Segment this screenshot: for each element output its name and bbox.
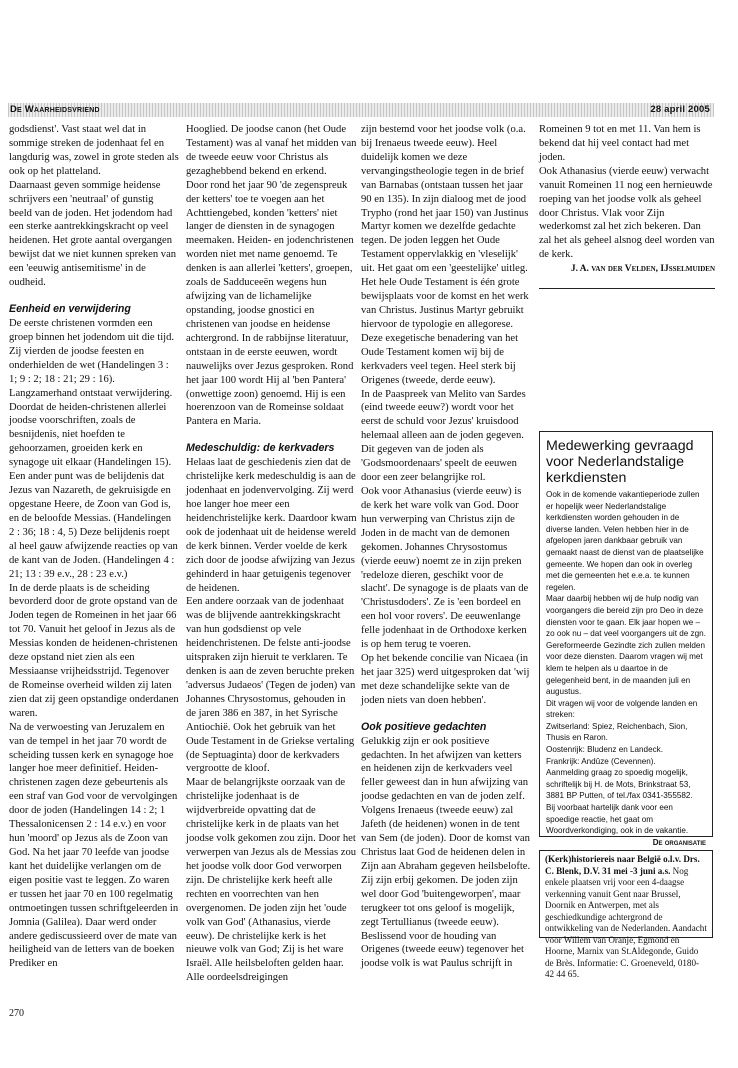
- paragraph: Op het bekende concilie van Nicaea (in het jaar 325) werd uitgesproken dat 'wij met deze schandelijke sekte van de joden niets van doen hebben'.: [361, 653, 530, 706]
- paragraph: Romeinen 9 tot en met 11. Van hem is bekend dat hij veel contact had met joden.: [539, 124, 701, 163]
- paragraph: Een ander punt was de belijdenis dat Jezus van Nazareth, de gekruisigde en opgestane Heere, de Zoon van God is, en de beloofde Messias. (Handelingen 2 : 36; 18 : 4, 5) Deze belijdenis roept al heel gauw afwijzende reacties op van de kant van de Joden. (Handelingen 4 : 21; 13 : 39 e.v., 28 : 23 e.v.): [9, 471, 178, 580]
- publication-name: De Waarheidsvriend: [10, 104, 100, 115]
- notice-box-trip: [539, 850, 713, 979]
- notice-line: Frankrijk: Andûze (Cevennen).: [546, 756, 656, 766]
- notice-title: (Kerk)historiereis naar België o.l.v. Drs. C. Blenk, D.V. 31 mei -3 juni a.s.: [545, 854, 700, 876]
- notice-signature: De organisatie: [652, 837, 706, 847]
- paragraph: De eerste christenen vormden een groep binnen het jodendom uit die tijd. Zij vierden de joodse feesten en onderhielden de wet (Handelingen 3 : 1; 9 : 2; 18 : 21; 29 : 16). Langzamerhand ontstaat verwijdering. Doordat de heiden-christenen allerlei joodse voorschriften, zoals de besnijdenis, niet hoefden te gehoorzamen, groeiden kerk en synagoge uit elkaar (Handelingen 15).: [9, 317, 175, 469]
- paragraph: Een andere oorzaak van de jodenhaat was de blijvende aantrekkingskracht van hun godsdienst op vele heidenchristenen. De felste anti-joodse uitspraken zijn hieruit te verklaren. Te denken is aan de zeven beruchte preken 'adversus Judaeos' (Tegen de joden) van Johannes Chrysostomus, gehouden in de jaren 386 en 387, in het Syrische Antiochië. Ook het gebruik van het Oude Testament in de Griekse vertaling (de Septuaginta) door de kerkvaders vergrootte de kloof.: [186, 596, 356, 775]
- paragraph: zijn bestemd voor het joodse volk (o.a. bij Irenaeus tweede eeuw). Heel duidelijk komen we deze vervangingstheologie tegen in de brief van Barnabas (ontstaan tussen het jaar 90 en 135). In zijn dialoog met de jood Trypho (rond het jaar 150) van Justinus Martyr komen we dezelfde gedachte tegen. De joden leggen het Oude Testament oppervlakkig en 'vleselijk' uit. Het gaat om een 'geestelijke' uitleg. Het hele Oude Testament is één grote bewijsplaats voor de komst en het werk van Christus. Justinus Martyr gebruikt hiervoor de typologie en allegorese. Deze exegetische benadering van het Oude Testament komen wij bij de kerkvaders veel tegen. Heel sterk bij Origenes (tweede, derde eeuw).: [361, 124, 529, 386]
- paragraph: godsdienst'. Vast staat wel dat in sommige streken de jodenhaat fel en langdurig was, zowel in grote steden als ook op het platteland.: [9, 124, 179, 177]
- paragraph: In de Paaspreek van Melito van Sardes (eind tweede eeuw?) wordt voor het eerst de schuld voor Jezus' kruisdood helemaal alleen aan de joden gegeven. Dit gegeven van de joden als 'Godsmoordenaars' speelt de eeuwen door een zeer belangrijke rol.: [361, 388, 526, 484]
- notice-body: Nog enkele plaatsen vrij voor een 4-daagse verkenning vanuit Gent naar Brussel, Doornik en Antwerpen, met als geschiedkundige achtergrond de ontwikkeling van de Nederlanden. Aandacht voor Willem van Oranje, Egmond en Hoorne, Marnix van St.Aldegonde, Guido de Brès. Informatie: C. Groeneveld, 0180-42 44 65.: [545, 865, 707, 979]
- paragraph: Helaas laat de geschiedenis zien dat de christelijke kerk medeschuldig is aan de jodenhaat en jodenvervolging. Zij werd hoe langer hoe meer een heidenchristelijke kerk. Daardoor kwam ook de jodenhaat uit de heidense wereld de kerk binnen. Verder voelde de kerk zich door de joodse afwijzing van Jezus gehinderd in haar getuigenis tegenover de heidenen.: [186, 457, 357, 594]
- section-heading: Ook positieve gedachten: [361, 720, 487, 733]
- paragraph: Door rond het jaar 90 'de zegenspreuk der ketters' toe te voegen aan het Achttiengebed, konden 'ketters' niet langer de diensten in de synagogen meemaken. Heiden- en jodenchristenen worden niet met name genoemd. Te denken is aan allerlei 'ketters', groepen, zoals de Sadduceeën wegens hun afwijzing van de lichamelijke opstanding, joodse gnostici en christenen van joodse en heidense achtergrond. In de rabbijnse literatuur, ontstaan in de eerste eeuwen, wordt nauwelijks over Jezus gesproken. Rond het jaar 100 wordt Hij al 'ben Pantera' (onwettige zoon) genoemd. Hij is een hoerenzoon van de Romeinse soldaat Pantera en Maria.: [186, 179, 354, 428]
- paragraph: Maar de belangrijkste oorzaak van de christelijke jodenhaat is de wijdverbreide opvatting dat de christelijke kerk in de plaats van het joodse volk gekomen zou zijn. Door het verwerpen van Jezus als de Messias zou het joodse volk door God verworpen zijn. De christelijke kerk heeft alle rechten en voorrechten van hen overgenomen. De joden zijn het 'oude volk van God' (Athanasius, vierde eeuw). De christelijke kerk is het nieuwe volk van God; Zij is het ware Israël. Alle heilsbeloften gelden haar. Alle oordeelsdreigingen: [186, 777, 357, 984]
- paragraph: Gelukkig zijn er ook positieve gedachten. In het afwijzen van ketters en heidenen zijn de kerkvaders veel feller geweest dan in hun afwijzing van joodse gedachten en van de joden zelf. Volgens Irenaeus (tweede eeuw) zal Jafeth (de heidenen) wonen in de tent van Sem (de joden). Door de komst van Christus laat God de heidenen delen in Zijn aan Abraham gegeven heilsbelofte. Zij zijn erbij gekomen. De joden zijn wel door God 'buitengeworpen', maar terugkeer tot ons geloof is mogelijk, zegt Tertullianus (tweede eeuw). Beslissend voor de houding van Origenes (tweede eeuw) tegenover het joodse volk is wat Paulus schrijft in: [361, 735, 531, 970]
- notice-paragraph: Maar daarbij hebben wij de hulp nodig van voorgangers die bereid zijn pro Deo in deze diensten voor te gaan. Elk jaar hopen we – zo ook nu – dat veel voorgangers uit de zgn. Gereformeerde Gezindte zich zullen melden voor deze diensten. Daarom vragen wij met klem te helpen als u daartoe in de gelegenheid bent, in de maanden juli en augustus.: [546, 594, 706, 697]
- article-column-1: [9, 123, 179, 971]
- section-heading: Medeschuldig: de kerkvaders: [186, 442, 335, 455]
- notice-line: Zwitserland: Spiez, Reichenbach, Sion, Thusis en Raron.: [546, 721, 688, 743]
- notice-paragraph: Dit vragen wij voor de volgende landen en streken:: [546, 698, 698, 720]
- article-column-4: [539, 123, 715, 277]
- notice-line: Oostenrijk: Bludenz en Landeck.: [546, 745, 663, 755]
- article-column-3: [361, 123, 533, 971]
- paragraph: Daarnaast geven sommige heidense schrijvers een 'neutraal' of gunstig beeld van de joden. Het jodendom had een sterke aantrekkingskracht op veel heidenen. Het grote aantal overgangen bewijst dat we niet kunnen spreken van een 'eeuwig antisemitisme' in de oudheid.: [9, 179, 177, 289]
- notice-box-volunteers: [539, 431, 713, 847]
- notice-title: Medewerking gevraagd voor Nederlandstalige kerkdiensten: [546, 438, 694, 486]
- paragraph: Ook voor Athanasius (vierde eeuw) is de kerk het ware volk van God. Door hun verwerping van Christus zijn de Joden in de macht van de demonen gekomen. Johannes Chrysostomus (vierde eeuw) noemt ze in zijn preken 'redeloze dieren, geschikt voor de slacht'. De synagoge is de plaats van de 'Christusdoders'. Ze is 'een bordeel en een hol voor rovers'. De eeuwenlange felle jodenhaat in de Orthodoxe kerken is op hem terug te voeren.: [361, 485, 529, 651]
- page-header: [8, 103, 714, 117]
- page-number: 270: [9, 1008, 24, 1019]
- article-column-2: [186, 123, 358, 985]
- article-author: J. A. van der Velden, IJsselmuiden: [570, 264, 715, 275]
- paragraph: In de derde plaats is de scheiding bevorderd door de grote opstand van de Joden tegen de Romeinen in het jaar 66 tot 70. Vanuit het geloof in Jezus als de Messias konden de heidenen-christenen deze opstand niet zien als een Messiaanse vrijheidsstrijd. Tegenover de Romeinse overheid wilden zij laten zien dat zij geen opstandige onderdanen waren.: [9, 582, 179, 719]
- paragraph: Ook Athanasius (vierde eeuw) verwacht vanuit Romeinen 11 nog een hernieuwde roeping van het joodse volk als geheel door Christus. Vlak voor Zijn wederkomst zal het zich bekeren. Dan zal het als geheel alsnog deel worden van de kerk.: [539, 165, 715, 261]
- notice-paragraph: Aanmelding graag zo spoedig mogelijk, schriftelijk bij H. de Mots, Brinkstraat 53, 3881 BP Putten, of tel./fax 0341-355582.: [546, 768, 693, 801]
- issue-date: 28 april 2005: [650, 104, 710, 115]
- notice-paragraph: Bij voorbaat hartelijk dank voor een spoedige reactie, het gaat om Woordverkondiging, ook in de vakantie.: [546, 803, 689, 836]
- section-heading: Eenheid en verwijdering: [9, 303, 131, 316]
- notice-paragraph: Ook in de komende vakantieperiode zullen er hopelijk weer Nederlandstalige kerkdiensten worden gehouden in de diverse landen. Velen hebben hier in de afgelopen jaren dankbaar gebruik van gemaakt naast de dienst van de plaatselijke gemeente. We hopen dan ook in overleg met die gemeenten het e.e.a. te kunnen regelen.: [546, 490, 704, 592]
- divider: [539, 288, 715, 289]
- paragraph: Hooglied. De joodse canon (het Oude Testament) was al vanaf het midden van de tweede eeuw voor Christus als gezaghebbend bekend en erkend.: [186, 124, 357, 177]
- paragraph: Na de verwoesting van Jeruzalem en van de tempel in het jaar 70 wordt de scheiding tussen kerk en synagoge hoe langer hoe meer definitief. Heiden-christenen zagen deze gebeurtenis als een straf van God voor de vervolgingen door de joden (Handelingen 14 : 2; 1 Thessalonicensen 2 : 14 e.v.) en voor hun 'moord' op Jezus als de Zoon van God. Na het jaar 70 leefde van joodse kant het duidelijke verlangen om de eigen positie vast te leggen. Zo waren er tussen het jaar 70 en 100 regelmatig ontmoetingen tussen schriftgeleerden in Jomnia (Galilea). Daar werd onder andere gediscussieerd over de mate van heiligheid van de letters van de boeken Prediker en: [9, 721, 179, 970]
